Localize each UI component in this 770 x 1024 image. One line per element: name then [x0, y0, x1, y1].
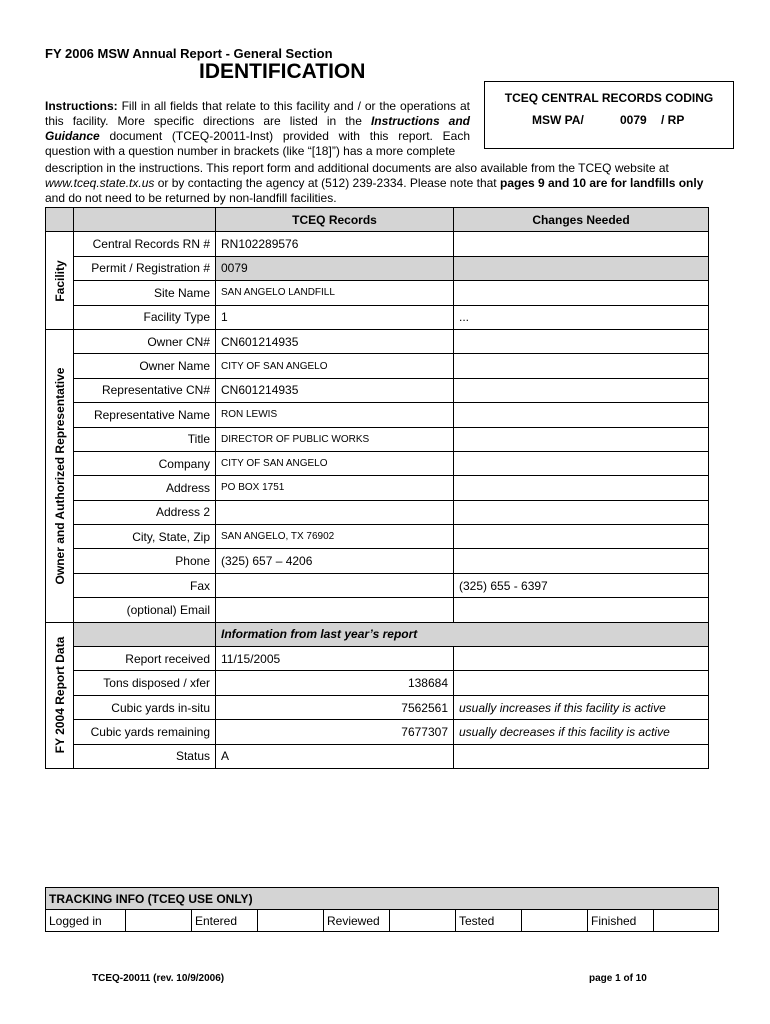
owner-change-field[interactable]: [454, 378, 709, 402]
table-row: [46, 549, 709, 573]
coding-number: 0079: [620, 113, 647, 127]
facility-record-value[interactable]: 1: [216, 305, 454, 329]
facility-section-label: Facility: [52, 259, 67, 302]
fy2004-row-label: Status: [74, 744, 216, 768]
table-row: [46, 647, 709, 671]
facility-section-label-cell: [46, 232, 74, 330]
owner-record-value[interactable]: [216, 500, 454, 524]
owner-row-label: Address 2: [74, 500, 216, 524]
facility-row-label: Site Name: [74, 281, 216, 305]
fy2004-row-label: Report received: [74, 647, 216, 671]
facility-change-field[interactable]: [454, 256, 709, 280]
owner-row-label: Address: [74, 476, 216, 500]
fy2004-row-label: Tons disposed / xfer: [74, 671, 216, 695]
owner-change-field[interactable]: [454, 329, 709, 353]
landfill-pages-note: pages 9 and 10 are for landfills only: [499, 176, 704, 191]
tracking-logged-in-label: Logged in: [46, 910, 126, 932]
facility-record-value[interactable]: 0079: [216, 256, 454, 280]
table-row: [46, 476, 709, 500]
table-row: [46, 573, 709, 597]
owner-row-label: (optional) Email: [74, 598, 216, 622]
owner-record-value[interactable]: CITY OF SAN ANGELO: [216, 451, 454, 475]
identification-table: [45, 207, 709, 769]
tceq-records-header: TCEQ Records: [216, 208, 454, 232]
facility-change-field[interactable]: ...: [454, 305, 709, 329]
owner-row-label: Fax: [74, 573, 216, 597]
fy2004-record-value[interactable]: 7562561: [216, 695, 454, 719]
tracking-table: [45, 887, 719, 932]
owner-row-label: Owner Name: [74, 354, 216, 378]
coding-suffix: / RP: [661, 113, 685, 127]
owner-record-value[interactable]: [216, 598, 454, 622]
table-row: [46, 354, 709, 378]
table-row: [46, 598, 709, 622]
tracking-finished-label: Finished: [588, 910, 654, 932]
owner-record-value[interactable]: CN601214935: [216, 378, 454, 402]
fy2004-record-value[interactable]: 7677307: [216, 720, 454, 744]
changes-needed-header: Changes Needed: [454, 208, 709, 232]
table-row: [46, 427, 709, 451]
fy2004-row-label: Cubic yards in-situ: [74, 695, 216, 719]
owner-change-field[interactable]: [454, 598, 709, 622]
facility-record-value[interactable]: RN102289576: [216, 232, 454, 256]
table-row: [46, 256, 709, 280]
tracking-fields-row: [46, 910, 719, 932]
instructions-paragraph-bottom: [45, 161, 725, 207]
owner-change-field[interactable]: [454, 525, 709, 549]
fy2004-row-label: Cubic yards remaining: [74, 720, 216, 744]
owner-row-label: Phone: [74, 549, 216, 573]
facility-change-field[interactable]: [454, 281, 709, 305]
instructions-text-4: or by contacting the agency at (512) 239-2334. Please note that: [157, 176, 497, 191]
tracking-reviewed-field[interactable]: [390, 910, 456, 932]
owner-row-label: Company: [74, 451, 216, 475]
owner-change-field[interactable]: (325) 655 - 6397: [454, 573, 709, 597]
page-title: IDENTIFICATION: [199, 60, 366, 83]
fy2004-record-value[interactable]: 138684: [216, 671, 454, 695]
header-label-spacer: [74, 208, 216, 232]
facility-row-label: Facility Type: [74, 305, 216, 329]
fy2004-section-label-cell: [46, 622, 74, 768]
owner-record-value[interactable]: CITY OF SAN ANGELO: [216, 354, 454, 378]
coding-title: TCEQ CENTRAL RECORDS CODING: [504, 91, 714, 105]
table-row: [46, 500, 709, 524]
owner-row-label: Owner CN#: [74, 329, 216, 353]
tracking-entered-label: Entered: [192, 910, 258, 932]
facility-change-field[interactable]: [454, 232, 709, 256]
tracking-entered-field[interactable]: [258, 910, 324, 932]
fy-info-header: Information from last year’s report: [216, 622, 709, 646]
table-row: [46, 378, 709, 402]
coding-prefix: MSW PA/: [532, 113, 584, 127]
tracking-tested-label: Tested: [456, 910, 522, 932]
instructions-guidance-title: Instructions and Guidance: [45, 114, 471, 143]
owner-change-field[interactable]: [454, 549, 709, 573]
instructions-text-3: description in the instructions. This report form and additional documents are also available from the TCEQ website at: [45, 161, 669, 175]
tracking-title: TRACKING INFO (TCEQ USE ONLY): [46, 888, 719, 910]
owner-change-field[interactable]: [454, 476, 709, 500]
table-row: [46, 622, 709, 646]
header-spacer: [46, 208, 74, 232]
instructions-text-1: Fill in all fields that relate to this facility and / or the operations at this facility. More specific directions are listed in the: [45, 99, 470, 128]
instructions-text-2: document (TCEQ-20011-Inst) provided with this report. Each question with a question number in brackets (like “[18]”) has a more complete: [45, 129, 471, 158]
table-row: [46, 329, 709, 353]
owner-row-label: City, State, Zip: [74, 525, 216, 549]
table-row: [46, 720, 709, 744]
owner-record-value[interactable]: DIRECTOR OF PUBLIC WORKS: [216, 427, 454, 451]
owner-change-field[interactable]: [454, 500, 709, 524]
tracking-finished-field[interactable]: [654, 910, 719, 932]
owner-record-value[interactable]: [216, 573, 454, 597]
owner-change-field[interactable]: [454, 451, 709, 475]
table-row: [46, 744, 709, 768]
instructions-label: Instructions:: [45, 99, 118, 113]
owner-row-label: Title: [74, 427, 216, 451]
table-row: [46, 451, 709, 475]
fy2004-change-field[interactable]: usually increases if this facility is active: [454, 695, 709, 719]
table-row: [46, 281, 709, 305]
fy2004-change-field[interactable]: [454, 744, 709, 768]
instructions-paragraph-top: [45, 99, 470, 159]
table-row: [46, 305, 709, 329]
fy2004-change-field[interactable]: usually decreases if this facility is active: [454, 720, 709, 744]
table-row: [46, 671, 709, 695]
report-title: FY 2006 MSW Annual Report - General Section: [45, 46, 333, 61]
fy2004-record-value[interactable]: A: [216, 744, 454, 768]
fy2004-change-field[interactable]: [454, 647, 709, 671]
owner-record-value[interactable]: CN601214935: [216, 329, 454, 353]
website-link[interactable]: www.tceq.state.tx.us: [45, 176, 155, 191]
table-header-row: [46, 208, 709, 232]
facility-record-value[interactable]: SAN ANGELO LANDFILL: [216, 281, 454, 305]
owner-change-field[interactable]: [454, 354, 709, 378]
page-number: page 1 of 10: [589, 973, 647, 984]
owner-row-label: Representative CN#: [74, 378, 216, 402]
owner-record-value[interactable]: PO BOX 1751: [216, 476, 454, 500]
instructions-text-5: and do not need to be returned by non-landfill facilities.: [45, 191, 337, 206]
facility-row-label: Permit / Registration #: [74, 256, 216, 280]
table-row: [46, 403, 709, 427]
owner-section-label: Owner and Authorized Representative: [52, 367, 67, 585]
owner-record-value[interactable]: (325) 657 – 4206: [216, 549, 454, 573]
owner-change-field[interactable]: [454, 427, 709, 451]
owner-row-label: Representative Name: [74, 403, 216, 427]
tracking-tested-field[interactable]: [522, 910, 588, 932]
tracking-reviewed-label: Reviewed: [324, 910, 390, 932]
owner-record-value[interactable]: RON LEWIS: [216, 403, 454, 427]
central-records-coding-box: [484, 81, 734, 149]
form-id: TCEQ-20011 (rev. 10/9/2006): [92, 973, 225, 984]
fy2004-section-label: FY 2004 Report Data: [52, 637, 67, 754]
facility-row-label: Central Records RN #: [74, 232, 216, 256]
fy-header-spacer: [74, 622, 216, 646]
owner-section-label-cell: [46, 329, 74, 622]
fy2004-record-value[interactable]: 11/15/2005: [216, 647, 454, 671]
table-row: [46, 695, 709, 719]
owner-record-value[interactable]: SAN ANGELO, TX 76902: [216, 525, 454, 549]
owner-change-field[interactable]: [454, 403, 709, 427]
table-row: [46, 525, 709, 549]
table-row: [46, 232, 709, 256]
tracking-logged-in-field[interactable]: [126, 910, 192, 932]
fy2004-change-field[interactable]: [454, 671, 709, 695]
